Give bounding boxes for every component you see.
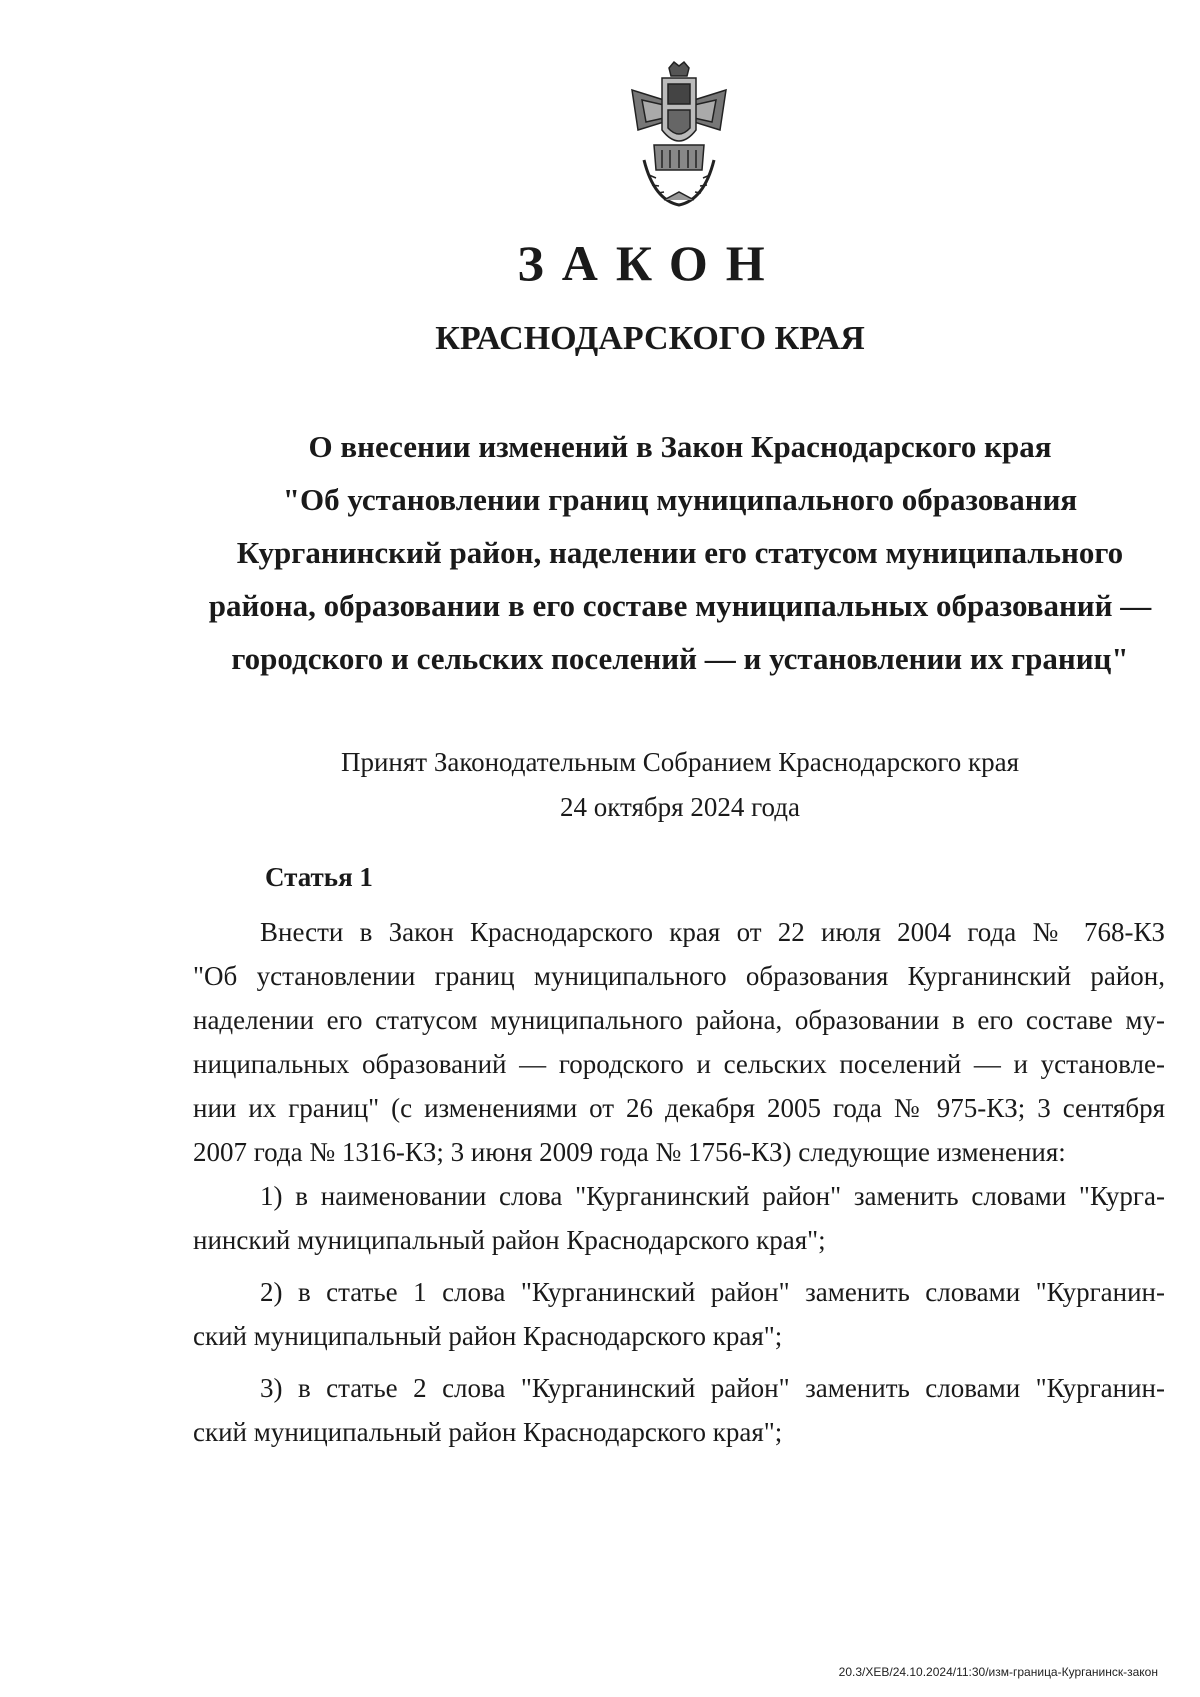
article-line: нии их границ" (с изменениями от 26 декабря 2005 года № 975-КЗ; 3 сентября xyxy=(193,1093,1165,1123)
law-name-line: О внесении изменений в Закон Краснодарского края xyxy=(308,429,1052,464)
article-line: 2) в статье 1 слова "Курганинский район" заменить словами "Курганин- xyxy=(260,1277,1165,1307)
article-heading: Статья 1 xyxy=(265,862,373,892)
document-title: ЗАКОН xyxy=(517,235,783,291)
adoption-note xyxy=(200,740,1160,830)
article-line: ский муниципальный район Краснодарского края"; xyxy=(193,1321,783,1351)
law-name-line: городского и сельских поселений — и установлении их границ" xyxy=(231,641,1129,676)
article-line: ниципальных образований — городского и сельских поселений — и установле- xyxy=(193,1049,1165,1079)
article-line: Внести в Закон Краснодарского края от 22 июля 2004 года № 768-КЗ xyxy=(260,917,1165,947)
adoption-date: 24 октября 2024 года xyxy=(560,792,800,822)
article-line: "Об установлении границ муниципального образования Курганинский район, xyxy=(193,961,1165,991)
coat-of-arms-icon xyxy=(624,60,734,210)
article-line: ский муниципальный район Краснодарского края"; xyxy=(193,1417,783,1447)
law-name-line: района, образовании в его составе муниципальных образований — xyxy=(208,588,1152,623)
adoption-body: Принят Законодательным Собранием Краснодарского края xyxy=(340,747,1020,777)
law-name xyxy=(200,420,1160,685)
article-line: 3) в статье 2 слова "Курганинский район" заменить словами "Курганин- xyxy=(260,1373,1165,1403)
law-name-line: Курганинский район, наделении его статусом муниципального xyxy=(236,535,1124,570)
document-region: КРАСНОДАРСКОГО КРАЯ xyxy=(435,320,865,357)
article-line: нинский муниципальный район Краснодарского края"; xyxy=(193,1225,826,1255)
law-name-line: "Об установлении границ муниципального образования xyxy=(282,482,1078,517)
article-line: 1) в наименовании слова "Курганинский район" заменить словами "Курга- xyxy=(260,1181,1165,1211)
document-reference: 20.3/ХЕВ/24.10.2024/11:30/изм-граница-Курганинск-закон xyxy=(838,1665,1158,1679)
article-body xyxy=(193,910,1165,1454)
article-line: 2007 года № 1316-КЗ; 3 июня 2009 года № 1756-КЗ) следующие изменения: xyxy=(193,1137,1066,1167)
article-line: наделении его статусом муниципального района, образовании в его составе му- xyxy=(193,1005,1165,1035)
